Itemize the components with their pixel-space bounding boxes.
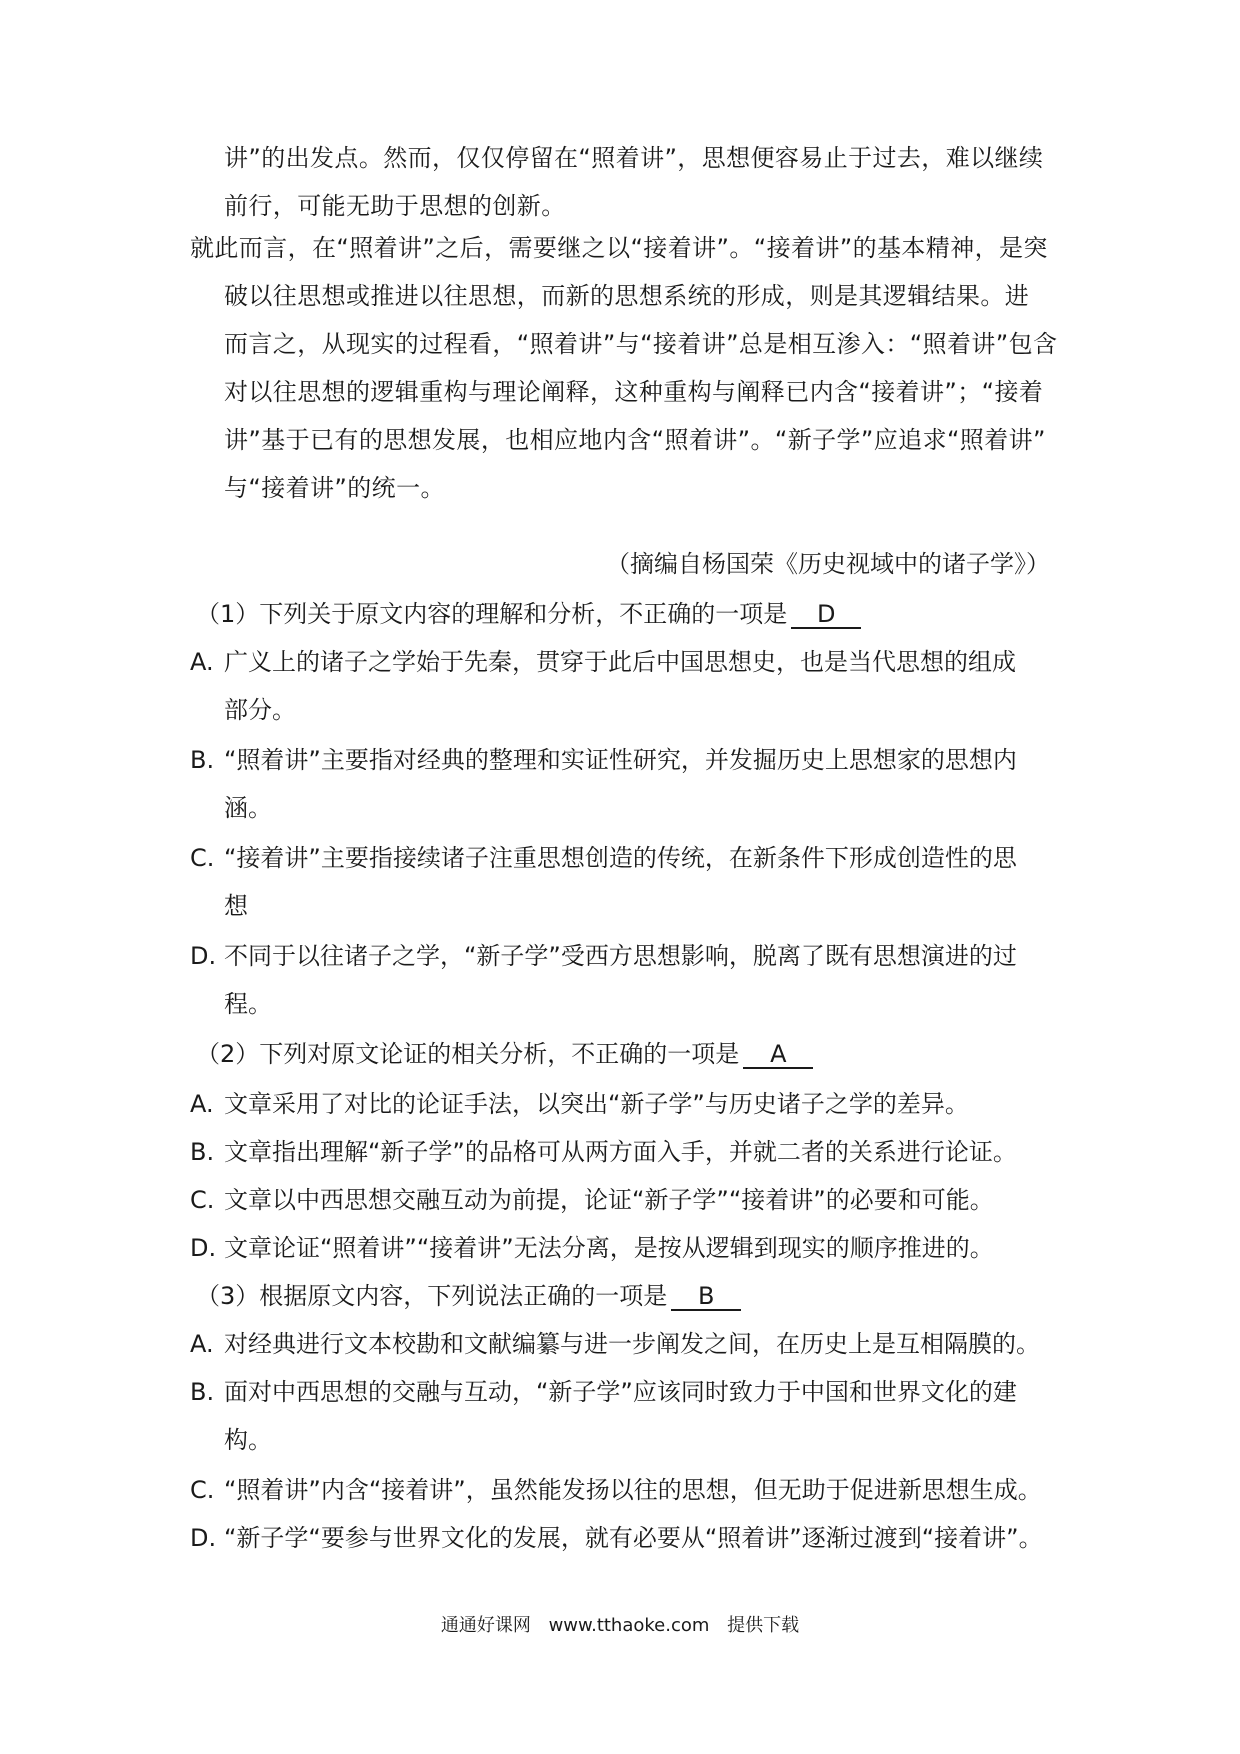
option-text: 对经典进行文本校勘和文献编纂与进一步阐发之间，在历史上是互相隔膜的。 (224, 1330, 1040, 1358)
option-text: “照着讲”内含“接着讲”，虽然能发扬以往的思想，但无助于促进新思想生成。 (224, 1476, 1042, 1504)
question-stem-text: （1）下列关于原文内容的理解和分析，不正确的一项是 (196, 600, 788, 628)
passage-line: 讲”的出发点。然而，仅仅停留在“照着讲”，思想便容易止于过去，难以继续 (224, 144, 1044, 172)
option-label: A. (190, 1090, 214, 1118)
option-label: A. (190, 1330, 214, 1358)
passage-source: （摘编自杨国荣《历史视域中的诸子学》） (606, 550, 1050, 578)
option-text: “接着讲”主要指接续诸子注重思想创造的传统，在新条件下形成创造性的思 (224, 844, 1017, 872)
option-text: 部分。 (224, 696, 296, 724)
question-1-option-a (190, 638, 1065, 734)
question-2-stem (196, 1030, 1071, 1078)
option-text: 程。 (224, 990, 272, 1018)
option-text: 文章以中西思想交融互动为前提，论证“新子学”“接着讲”的必要和可能。 (224, 1186, 994, 1214)
option-text: 文章指出理解“新子学”的品格可从两方面入手，并就二者的关系进行论证。 (224, 1138, 1017, 1166)
question-3-option-a (190, 1320, 1065, 1368)
option-label: D. (190, 1524, 217, 1552)
question-1-option-c (190, 834, 1065, 930)
option-label: B. (190, 746, 215, 774)
question-stem-text: （3）根据原文内容，下列说法正确的一项是 (196, 1282, 668, 1310)
passage-line: 破以往思想或推进以往思想，而新的思想系统的形成，则是其逻辑结果。进 (224, 282, 1030, 310)
answer-blank: D (791, 601, 861, 629)
page-footer (0, 1612, 1240, 1640)
passage-line: 而言之，从现实的过程看，“照着讲”与“接着讲”总是相互渗入：“照着讲”包含 (224, 330, 1058, 358)
question-3-option-d (190, 1514, 1065, 1562)
option-label: B. (190, 1378, 215, 1406)
option-label: D. (190, 1234, 217, 1262)
answer-blank: B (671, 1283, 741, 1311)
question-1-option-d (190, 932, 1065, 1028)
option-label: D. (190, 942, 217, 970)
option-label: A. (190, 648, 214, 676)
footer-url: www.tthaoke.com (548, 1615, 710, 1636)
option-text: 想 (224, 892, 248, 920)
question-2-option-d (190, 1224, 1065, 1272)
question-2-option-c (190, 1176, 1065, 1224)
option-label: C. (190, 1476, 215, 1504)
passage-line: 就此而言，在“照着讲”之后，需要继之以“接着讲”。“接着讲”的基本精神，是突 (190, 234, 1048, 262)
passage-line: 讲”基于已有的思想发展，也相应地内含“照着讲”。“新子学”应追求“照着讲” (224, 426, 1046, 454)
question-1-stem (196, 590, 1071, 638)
option-text: “新子学“要参与世界文化的发展，就有必要从“照着讲”逐渐过渡到“接着讲”。 (224, 1524, 1043, 1552)
passage-line: 与“接着讲”的统一。 (224, 474, 445, 502)
question-3-option-b (190, 1368, 1065, 1464)
question-2-option-b (190, 1128, 1065, 1176)
option-text: 涵。 (224, 794, 272, 822)
footer-site-name: 通通好课网 (440, 1615, 531, 1636)
passage-line: 前行，可能无助于思想的创新。 (224, 192, 566, 220)
option-label: C. (190, 1186, 215, 1214)
option-label: C. (190, 844, 215, 872)
option-label: B. (190, 1138, 215, 1166)
option-text: 文章论证“照着讲”“接着讲”无法分离，是按从逻辑到现实的顺序推进的。 (224, 1234, 994, 1262)
option-text: 广义上的诸子之学始于先秦，贯穿于此后中国思想史，也是当代思想的组成 (224, 648, 1016, 676)
option-text: 构。 (224, 1426, 272, 1454)
option-text: 文章采用了对比的论证手法，以突出“新子学”与历史诸子之学的差异。 (224, 1090, 969, 1118)
passage-paragraph-1 (190, 134, 1065, 230)
option-text: “照着讲”主要指对经典的整理和实证性研究，并发掘历史上思想家的思想内 (224, 746, 1017, 774)
question-3-option-c (190, 1466, 1065, 1514)
option-text: 不同于以往诸子之学，“新子学”受西方思想影响，脱离了既有思想演进的过 (224, 942, 1017, 970)
passage-paragraph-2 (190, 224, 1065, 512)
passage-line: 对以往思想的逻辑重构与理论阐释，这种重构与阐释已内含“接着讲”；“接着 (224, 378, 1044, 406)
answer-blank: A (743, 1041, 813, 1069)
question-3-stem (196, 1272, 1071, 1320)
question-1-option-b (190, 736, 1065, 832)
footer-note: 提供下载 (727, 1615, 800, 1636)
option-text: 面对中西思想的交融与互动，“新子学”应该同时致力于中国和世界文化的建 (224, 1378, 1017, 1406)
question-2-option-a (190, 1080, 1065, 1128)
question-stem-text: （2）下列对原文论证的相关分析，不正确的一项是 (196, 1040, 740, 1068)
